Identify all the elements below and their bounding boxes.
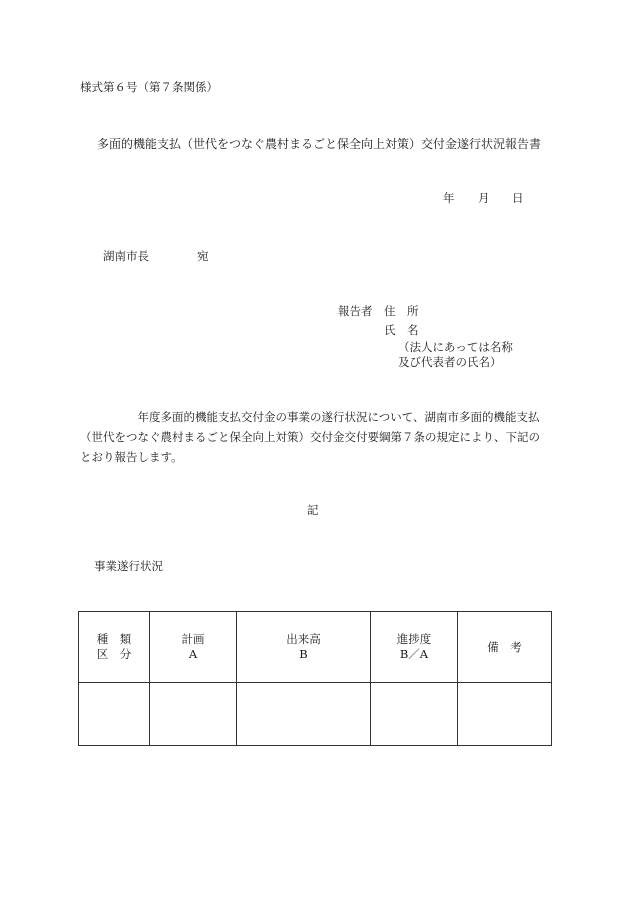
cell-progress[interactable] [371,683,458,746]
status-table [78,611,552,746]
header-cell-progress [371,612,458,683]
table-row [79,683,552,746]
reporter-name-label: 氏 名 [384,323,419,337]
reporter-note-line1: （法人にあっては名称 [398,340,513,354]
body-line-2: （世代をつなぐ農村まるごと保全向上対策）交付金交付要綱第７条の規定により、下記の [80,430,540,444]
header-output-line1: 出来高 [286,632,321,646]
header-output-line2: B [299,647,308,661]
date-year-label: 年 [443,191,455,205]
addressee-name: 湖南市長 [103,249,149,263]
cell-output[interactable] [237,683,371,746]
form-number: 様式第６号（第７条関係） [80,80,218,94]
section-title: 事業遂行状況 [94,559,163,573]
header-type-line2: 区 分 [96,647,132,661]
table-header-row [79,612,552,683]
body-line-3: とおり報告します。 [80,450,183,464]
addressee-honorific: 宛 [197,249,209,263]
header-cell-type [79,612,150,683]
header-remarks-line1: 備 考 [487,639,522,654]
date-month-label: 月 [478,191,490,205]
header-plan-line1: 計画 [181,632,205,646]
reporter-note-line2: 及び代表者の氏名） [398,355,502,369]
header-cell-remarks [458,612,552,683]
date-day-label: 日 [512,191,524,205]
reporter-label: 報告者 [338,304,373,318]
header-type-line1: 種 類 [96,632,132,646]
body-paragraph [80,407,555,467]
header-cell-output [237,612,371,683]
header-cell-plan [150,612,237,683]
header-plan-line2: A [188,647,198,661]
body-line-1: 年度多面的機能支払交付金の事業の遂行状況について、湖南市多面的機能支払 [80,410,540,424]
cell-remarks[interactable] [458,683,552,746]
reporter-address-label: 住 所 [384,304,419,318]
cell-plan[interactable] [150,683,237,746]
header-progress-line1: 進捗度 [396,632,432,646]
document-title: 多面的機能支払（世代をつなぐ農村まるごと保全向上対策）交付金遂行状況報告書 [97,137,542,151]
ki-marker: 記 [307,503,319,517]
cell-type[interactable] [79,683,150,746]
header-progress-line2: B／A [399,647,429,661]
